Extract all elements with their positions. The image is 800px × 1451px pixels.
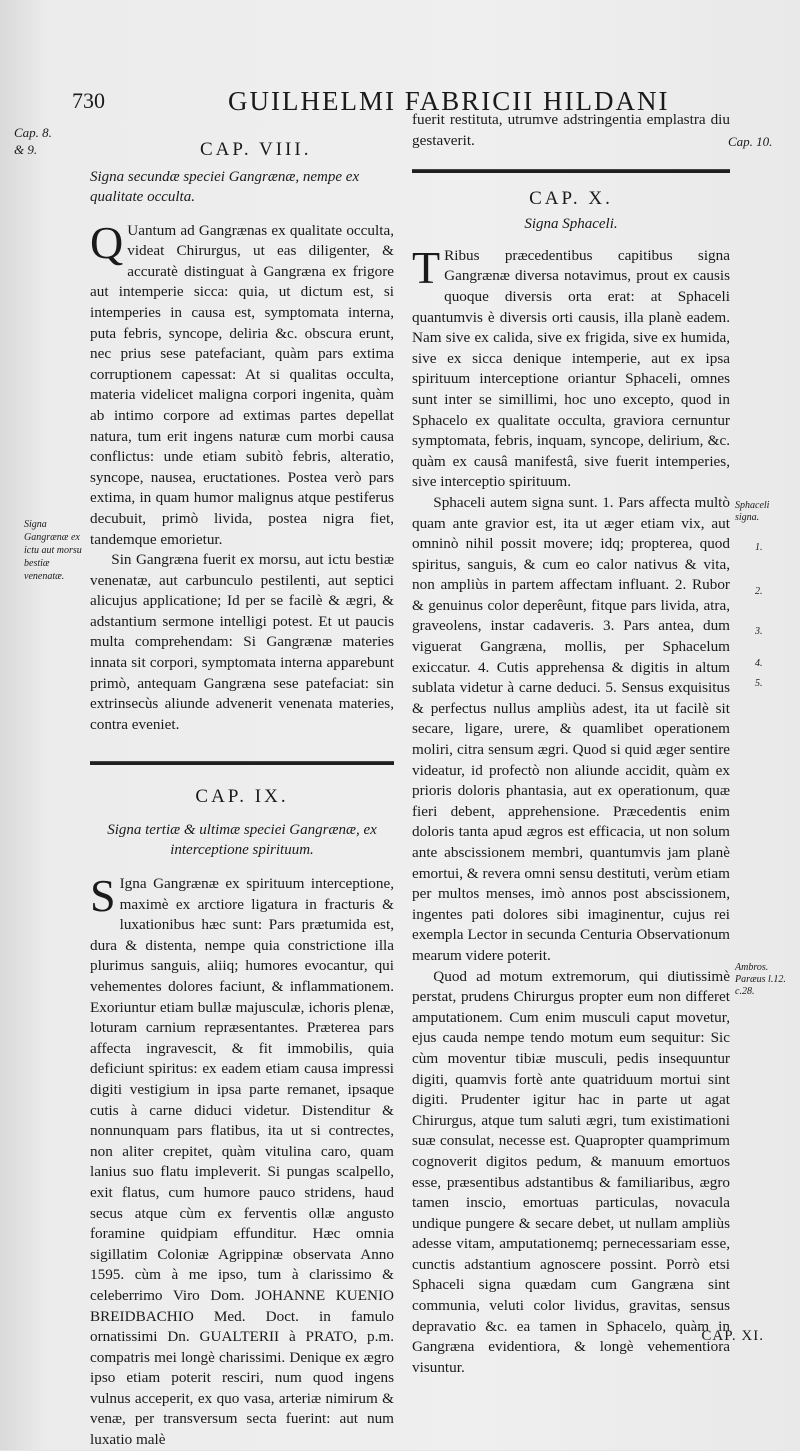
margin-note-parae: Ambros. Paræus l.12. c.28.: [735, 962, 786, 997]
right-column: [412, 110, 730, 1378]
chapter-subtitle-10: Signa Sphaceli.: [524, 215, 618, 232]
chapter-8-paragraph-2: Sin Gangræna fuerit ex morsu, aut ictu bestiæ venenatæ, aut carbunculo pestilenti, aut septici alicujus applicatione; Id per se facilè & ægri, & adstantium sermone intelligi potest. Et ut paucis multa comprehendam: Si Gangrænæ materies innata sit corpori, symptomata interna apparebunt primò, antequam Gangræna sese patefaciat: sin extrinsecùs aliunde advenerit venenata materies, contra eveniet.: [90, 551, 394, 733]
margin-note-5: 5.: [755, 678, 763, 689]
chapter-heading-10: CAP. X.: [529, 188, 613, 210]
dropcap-q: Q: [90, 216, 124, 268]
margin-note-1: 1.: [755, 542, 763, 553]
margin-note-2: 2.: [755, 586, 763, 597]
running-title: GUILHELMI FABRICII HILDANI: [228, 86, 670, 116]
chapter-10-paragraph-3: Quod ad motum extremorum, qui diutissimè perstat, prudens Chirurgus propter eum non differet amputationem. Cum enim musculi caput movetur, ejus cauda nempe tendo motum eum sequitur: Sic cùm moventur tibiæ musculi, pedis insequuntur digiti, quamvis fortè ante quatriduum mortui sint digiti. Prudenter igitur hac in parte ut agat Chirurgus, atque tum saluti ægri, tum existimationi suæ consulat, necesse est. Quapropter quamprimum cognoverit digitos pedum, & manuum emortuos esse, præsentibus adstantibus & familiaribus, ægro tamen inscio, emortuas particulas, novacula undique pungere & secare debet, ut nullam ampliùs adesse vitam, amputationemq; pernecessariam esse, cunctis adstantium agnoscere possint. Porrò etsi Sphaceli signa quædam cum Gangræna sint communia, veluti color lividus, gravitas, sensus depravatio &c. ea tamen in Sphacelo, quàm in Gangræna evidentiora, & longè vehementiora visuntur.: [412, 967, 730, 1376]
chapter-10-paragraph-1: [412, 241, 730, 493]
chapter-10-paragraph-2: Sphaceli autem signa sunt. 1. Pars affecta multò quam ante gravior est, ita ut æger etiam vix, aut omninò nihil possit movere; idq; propterea, quod spiritus, sanguis, & cum eo calor nativus & vita, non ampliùs in partem affectam influant. 2. Rubor & genuinus color deperêunt, fitque pars livida, atra, graveolens, instar cadaveris. 3. Pars antea, dum viguerat Gangræna, mollis, per Sphacelum exiccatur. 4. Cutis apprehensa & digitis in altum sublata videtur à carne deduci. 5. Sensus exquisitus & perfectus nullus ampliùs adest, ita ut facilè sit secare, ligare, urere, & quamlibet operationem moliri, citra sensum ægri. Quod si quid æger sentire videatur, id profectò non aliunde accidit, quàm ex prioris doloris phantasia, aut ex operationum, quæ fieri debent, apprehensione. Præcedentis enim doloris tanta apud ægros est efficacia, ut non solum ante abscissionem membri, quantumvis jam planè emortui, & revera omni sensu destituti, verùm etiam per multos menses, imò annos post abscissionem, ingentes pati dolores sibi imaginentur, cujus rei exempla Lector in secunda Centuria Observationum mearum videre poterit.: [412, 493, 730, 964]
margin-note-chapters: Cap. 8. & 9.: [14, 125, 52, 157]
margin-note-cap10: Cap. 10.: [728, 134, 773, 149]
dropcap-s: S: [90, 870, 116, 922]
chapter-heading-8: CAP. VIII.: [200, 139, 312, 160]
chapter-9-text-1: Igna Gangrænæ ex spirituum interceptione, maximè ex arctiore ligatura in fracturis & luxationibus hæc sunt: Pars prætumida est, dura & distenta, nempe quia constrictione illa plurimus sanguis, aliiq; humores evocantur, qui vehementes dolores faciunt, & inflammationem. Exoriuntur etiam bullæ majusculæ, ichoris plenæ, loturam carnium repræsentantes. Præterea pars affecta ingravescit, & fit immobilis, quia deficiunt spiritus: ex eadem etiam causa impressi digiti vestigium in ipsa parte remanet, ipsaque cutis à carne diduci videtur. Distenditur & nonnunquam pars flatibus, ita ut si contrectes, non aliter crepitet, quàm vitulina caro, quam lanius suo flatu impleverit. Si pungas scalpello, exit flatus, cum humore pauco stridens, haud secus atque cùm ex ferventis ollæ angusto foramine quidpiam effunditur. Hæc omnia sigillatim Coloniæ Agrippinæ observata Anno 1595. cùm à me ipso, tum à clarissimo & celeberrimo Viro Dom. JOHANNE KUENIO BREIDBACHIO Med. Doct. in famulo ornatissimi Dn. GUALTERII à PRATO, p.m. compatris mei longè charissimi. Denique ex ægro ipso etiam poterit resciri, num quod ingens vulnus acceperit, ex quo vasa, arteriæ nimirum & venæ, per transversum secta fuerint: aut num luxatio malè: [90, 875, 394, 1449]
catchword: CAP. XI.: [701, 1328, 764, 1344]
left-column: [90, 140, 394, 1451]
margin-note-3: 3.: [755, 626, 763, 637]
page-number: 730: [72, 88, 105, 113]
dropcap-t: T: [412, 241, 441, 293]
margin-note-sphaceli: Sphaceli signa.: [735, 500, 770, 523]
chapter-10-text-1: Ribus præcedentibus capitibus signa Gangrænæ diversa notavimus, prout ex causis quoque diversis orta erat: at Sphaceli quantumvis è diversis orti causis, illa planè eadem. Nam sive ex calida, sive ex frigida, sive ex humida, sive ex sicca denique intemperie, aut ex ipsa spirituum interceptione oriantur Sphaceli, omnes sunt inter se simillimi, hoc uno excepto, quod in Sphacelo ex qualitate occulta, graviora cernuntur symptomata, febris, inquam, syncope, delirium, &c. quàm ex causâ manifestâ, sive fuerit intemperies, sive interceptio spirituum.: [412, 246, 730, 491]
chapter-8-text-1: Uantum ad Gangrænas ex qualitate occulta, videat Chirurgus, ut eas diligenter, & accuratè distinguat à Gangræna ex frigore aut intemperie sicca: quia, ut dictum est, si intemperies in causa est, symptomata interna, puta febris, syncope, deliria &c. obscura erunt, nec prius sese patefaciant, quàm pars extima corruptionem capessat: At si qualitas occulta, materia videlicet maligna corpori ingenita, quàm ab intimo corpore ad extimas partes depellat natura, tum erit ingens naturæ cum morbi causa conflictus: unde etiam subitò febris, alteratio, syncope, nausea, eructationes. Postea verò pars extima, in quam humor malignus atque pestiferus decubuit, primò livida, postea nigra fiet, tandemque emorietur.: [90, 221, 394, 548]
margin-note-morsu: Signa Gangrænæ ex ictu aut morsu bestiæ venenatæ.: [24, 519, 82, 582]
continuation-text: fuerit restituta, utrumve adstringentia emplastra diu gestaverit.: [412, 111, 730, 149]
chapter-subtitle-8: Signa secundæ speciei Gangrænæ, nempe ex qualitate occulta.: [90, 168, 360, 205]
chapter-subtitle-9: Signa tertiæ & ultimæ speciei Gangrænæ, ex interceptione spirituum.: [107, 822, 377, 859]
margin-note-4: 4.: [755, 658, 763, 669]
chapter-8-paragraph-1: [90, 216, 394, 551]
chapter-heading-9: CAP. IX.: [195, 786, 289, 808]
chapter-9-paragraph-1: [90, 870, 394, 1451]
